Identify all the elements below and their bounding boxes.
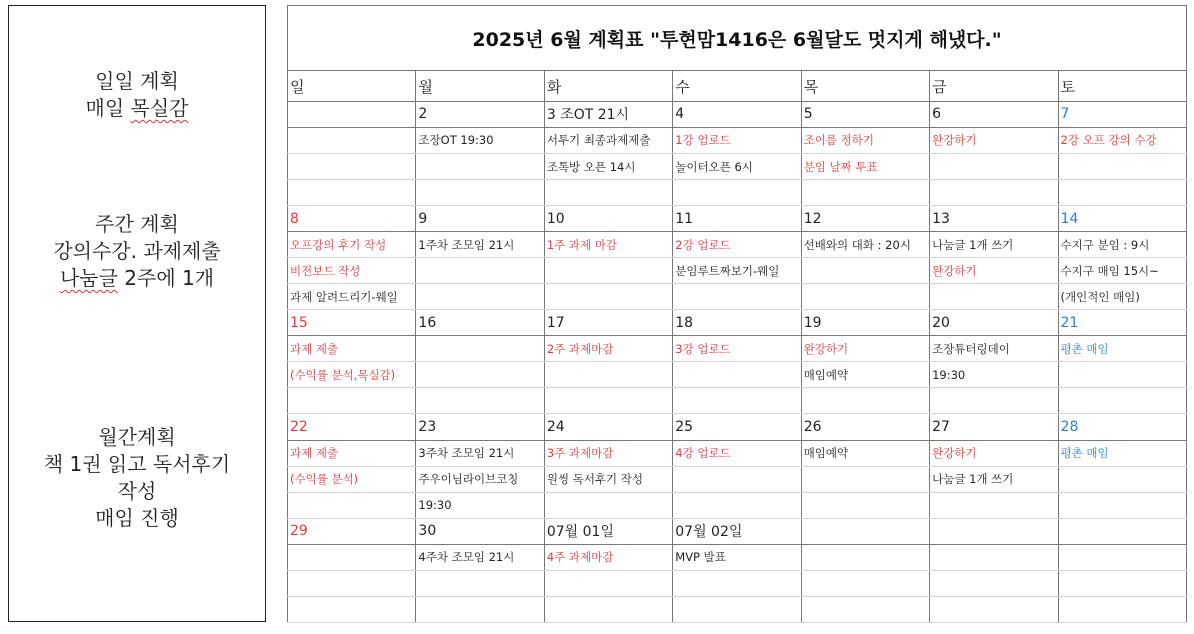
date-cell-sat[interactable]: 28 [1058, 414, 1187, 440]
week-3-event-row [288, 362, 1187, 388]
event-cell-tue[interactable]: 조톡방 오픈 14시 [544, 154, 672, 180]
week-1-event-row [288, 127, 1187, 153]
event-cell-sun[interactable]: 오프강의 후기 작성 [288, 232, 416, 258]
event-cell-thu[interactable] [801, 284, 929, 310]
event-cell-sun[interactable] [288, 492, 416, 518]
event-cell-sun[interactable]: 과제 알려드리기-웨일 [288, 284, 416, 310]
date-cell-wed[interactable]: 25 [673, 414, 801, 440]
event-cell-mon[interactable]: 19:30 [416, 492, 544, 518]
date-cell-sun[interactable] [288, 101, 416, 127]
date-cell-thu[interactable]: 19 [801, 310, 929, 336]
event-cell-mon[interactable] [416, 570, 544, 596]
weekly-plan-detail-2b: 2주에 1개 [117, 266, 215, 290]
event-cell-tue[interactable]: 원씽 독서후기 작성 [544, 466, 672, 492]
week-2-date-row [288, 206, 1187, 232]
date-cell-fri[interactable] [930, 518, 1058, 544]
event-cell-wed[interactable] [673, 596, 801, 622]
event-cell-fri[interactable]: 완강하기 [930, 258, 1058, 284]
date-cell-sat[interactable]: 14 [1058, 206, 1187, 232]
monthly-plan [9, 424, 265, 532]
event-cell-thu[interactable]: 조이름 정하기 [801, 127, 929, 153]
event-cell-mon[interactable] [416, 388, 544, 414]
event-cell-wed[interactable]: 분임루트짜보기-웨일 [673, 258, 801, 284]
weekday-header-thu: 목 [801, 71, 929, 102]
date-cell-tue[interactable]: 17 [544, 310, 672, 336]
week-1-event-row [288, 180, 1187, 206]
event-cell-sun[interactable]: 과제 제출 [288, 336, 416, 362]
event-cell-tue[interactable] [544, 180, 672, 206]
weekday-header-sun: 일 [288, 71, 416, 102]
event-cell-sat[interactable] [1058, 388, 1187, 414]
event-cell-fri[interactable]: 완강하기 [930, 440, 1058, 466]
event-cell-thu[interactable]: 선배와의 대화 : 20시 [801, 232, 929, 258]
date-cell-mon[interactable]: 16 [416, 310, 544, 336]
event-cell-sun[interactable] [288, 544, 416, 570]
week-3-event-row [288, 336, 1187, 362]
date-cell-wed[interactable]: 4 [673, 101, 801, 127]
week-5-event-row [288, 544, 1187, 570]
event-cell-sat[interactable] [1058, 570, 1187, 596]
event-cell-sun[interactable] [288, 388, 416, 414]
event-cell-sat[interactable]: 평촌 매임 [1058, 336, 1187, 362]
weekday-header-row [288, 71, 1187, 102]
date-cell-sun[interactable]: 8 [288, 206, 416, 232]
event-cell-wed[interactable] [673, 362, 801, 388]
event-cell-fri[interactable] [930, 492, 1058, 518]
event-cell-sun[interactable] [288, 154, 416, 180]
event-cell-sun[interactable]: 과제 제출 [288, 440, 416, 466]
event-cell-mon[interactable]: 3주차 조모임 21시 [416, 440, 544, 466]
week-5-date-row [288, 518, 1187, 544]
weekly-plan-detail-1: 강의수강. 과제제출 [53, 239, 221, 263]
event-cell-sat[interactable] [1058, 492, 1187, 518]
event-cell-sat[interactable] [1058, 466, 1187, 492]
event-cell-wed[interactable]: 놀이터오픈 6시 [673, 154, 801, 180]
event-cell-thu[interactable] [801, 492, 929, 518]
event-cell-mon[interactable] [416, 154, 544, 180]
weekday-header-mon: 월 [416, 71, 544, 102]
calendar-title-row [288, 6, 1187, 71]
weekday-header-tue: 화 [544, 71, 672, 102]
week-4-event-row [288, 492, 1187, 518]
event-cell-mon[interactable] [416, 284, 544, 310]
date-cell-tue[interactable]: 24 [544, 414, 672, 440]
event-cell-wed[interactable] [673, 492, 801, 518]
week-2-event-row [288, 232, 1187, 258]
event-cell-sat[interactable] [1058, 596, 1187, 622]
event-cell-sun[interactable] [288, 180, 416, 206]
weekly-plan-title: 주간 계획 [95, 212, 179, 236]
event-cell-mon[interactable] [416, 180, 544, 206]
event-cell-mon[interactable]: 주우이님라이브코칭 [416, 466, 544, 492]
date-cell-sun[interactable]: 15 [288, 310, 416, 336]
event-cell-thu[interactable]: 매임예약 [801, 362, 929, 388]
weekday-header-wed: 수 [673, 71, 801, 102]
event-cell-sat[interactable] [1058, 180, 1187, 206]
event-cell-sat[interactable]: 2강 오프 강의 수강 [1058, 127, 1187, 153]
event-cell-tue[interactable]: 4주 과제마감 [544, 544, 672, 570]
date-cell-fri[interactable]: 27 [930, 414, 1058, 440]
event-cell-tue[interactable]: 서투기 최종과제제출 [544, 127, 672, 153]
date-cell-mon[interactable]: 23 [416, 414, 544, 440]
date-cell-wed[interactable]: 18 [673, 310, 801, 336]
event-cell-mon[interactable] [416, 362, 544, 388]
date-cell-sat[interactable]: 21 [1058, 310, 1187, 336]
weekday-header-sat: 토 [1058, 71, 1187, 102]
event-cell-tue[interactable]: 3주 과제마감 [544, 440, 672, 466]
event-cell-thu[interactable] [801, 570, 929, 596]
event-cell-wed[interactable] [673, 466, 801, 492]
daily-plan-detail-b: 목실감 [130, 96, 189, 120]
monthly-plan-detail-1: 책 1권 읽고 독서후기 [43, 452, 231, 476]
event-cell-thu[interactable]: 분임 날짜 투표 [801, 154, 929, 180]
event-cell-mon[interactable]: 조장OT 19:30 [416, 127, 544, 153]
date-cell-mon[interactable]: 9 [416, 206, 544, 232]
event-cell-sun[interactable]: (수익률 분석,목실감) [288, 362, 416, 388]
date-cell-tue[interactable]: 07월 01일 [544, 518, 672, 544]
event-cell-sat[interactable] [1058, 544, 1187, 570]
event-cell-sun[interactable]: 비전보드 작성 [288, 258, 416, 284]
monthly-plan-detail-2: 작성 [117, 479, 157, 503]
date-cell-wed[interactable]: 11 [673, 206, 801, 232]
date-cell-fri[interactable]: 13 [930, 206, 1058, 232]
week-3-date-row [288, 310, 1187, 336]
event-cell-sat[interactable]: 수지구 분임 : 9시 [1058, 232, 1187, 258]
event-cell-sun[interactable] [288, 596, 416, 622]
date-cell-mon[interactable]: 30 [416, 518, 544, 544]
event-cell-sat[interactable]: 수지구 매임 15시~ [1058, 258, 1187, 284]
event-cell-wed[interactable]: 1강 업로드 [673, 127, 801, 153]
week-2-event-row [288, 284, 1187, 310]
date-cell-thu[interactable] [801, 518, 929, 544]
event-cell-sat[interactable] [1058, 154, 1187, 180]
monthly-calendar [287, 5, 1187, 623]
event-cell-wed[interactable]: 3강 업로드 [673, 336, 801, 362]
daily-plan-detail-a: 매일 [85, 96, 131, 120]
week-1-event-row [288, 154, 1187, 180]
event-cell-thu[interactable] [801, 180, 929, 206]
date-cell-sat[interactable]: 7 [1058, 101, 1187, 127]
event-cell-thu[interactable] [801, 466, 929, 492]
event-cell-fri[interactable] [930, 570, 1058, 596]
daily-plan-title: 일일 계획 [95, 69, 179, 93]
date-cell-sun[interactable]: 29 [288, 518, 416, 544]
event-cell-sun[interactable]: (수익률 분석) [288, 466, 416, 492]
week-4-date-row [288, 414, 1187, 440]
event-cell-thu[interactable]: 매임예약 [801, 440, 929, 466]
event-cell-wed[interactable]: 2강 업로드 [673, 232, 801, 258]
event-cell-fri[interactable]: 나눔글 1개 쓰기 [930, 232, 1058, 258]
event-cell-thu[interactable] [801, 544, 929, 570]
weekly-plan [9, 211, 265, 292]
weekday-header-fri: 금 [930, 71, 1058, 102]
event-cell-thu[interactable] [801, 388, 929, 414]
event-cell-fri[interactable]: 19:30 [930, 362, 1058, 388]
event-cell-fri[interactable] [930, 284, 1058, 310]
event-cell-fri[interactable] [930, 596, 1058, 622]
week-3-event-row [288, 388, 1187, 414]
event-cell-thu[interactable] [801, 596, 929, 622]
event-cell-mon[interactable] [416, 596, 544, 622]
daily-plan-detail [9, 95, 265, 122]
daily-plan [9, 68, 265, 122]
event-cell-tue[interactable] [544, 570, 672, 596]
event-cell-tue[interactable] [544, 258, 672, 284]
event-cell-wed[interactable] [673, 388, 801, 414]
event-cell-wed[interactable]: 4강 업로드 [673, 440, 801, 466]
date-cell-fri[interactable]: 20 [930, 310, 1058, 336]
week-1-date-row [288, 101, 1187, 127]
date-cell-tue[interactable]: 3 조OT 21시 [544, 101, 672, 127]
event-cell-tue[interactable] [544, 492, 672, 518]
event-cell-tue[interactable]: 1주 과제 마감 [544, 232, 672, 258]
event-cell-fri[interactable] [930, 388, 1058, 414]
event-cell-sat[interactable] [1058, 362, 1187, 388]
weekly-plan-detail-2a: 나눔글 [59, 266, 118, 290]
week-5-event-row [288, 596, 1187, 622]
event-cell-mon[interactable]: 4주차 조모임 21시 [416, 544, 544, 570]
date-cell-thu[interactable]: 5 [801, 101, 929, 127]
monthly-plan-title: 월간계획 [98, 425, 176, 449]
weekly-plan-detail-2 [9, 265, 265, 292]
date-cell-tue[interactable]: 10 [544, 206, 672, 232]
event-cell-mon[interactable]: 1주차 조모임 21시 [416, 232, 544, 258]
week-2-event-row [288, 258, 1187, 284]
event-cell-wed[interactable] [673, 284, 801, 310]
week-4-event-row [288, 440, 1187, 466]
event-cell-mon[interactable] [416, 258, 544, 284]
event-cell-fri[interactable] [930, 154, 1058, 180]
event-cell-fri[interactable]: 완강하기 [930, 127, 1058, 153]
event-cell-sun[interactable] [288, 570, 416, 596]
event-cell-sun[interactable] [288, 127, 416, 153]
date-cell-thu[interactable]: 12 [801, 206, 929, 232]
date-cell-fri[interactable]: 6 [930, 101, 1058, 127]
event-cell-tue[interactable] [544, 284, 672, 310]
event-cell-tue[interactable]: 2주 과제마감 [544, 336, 672, 362]
event-cell-wed[interactable] [673, 570, 801, 596]
plan-summary-panel [8, 5, 266, 622]
monthly-plan-detail-3: 매임 진행 [95, 506, 179, 530]
event-cell-fri[interactable] [930, 544, 1058, 570]
event-cell-thu[interactable] [801, 258, 929, 284]
event-cell-wed[interactable] [673, 180, 801, 206]
date-cell-thu[interactable]: 26 [801, 414, 929, 440]
date-cell-sat[interactable] [1058, 518, 1187, 544]
date-cell-sun[interactable]: 22 [288, 414, 416, 440]
event-cell-mon[interactable] [416, 336, 544, 362]
event-cell-tue[interactable] [544, 362, 672, 388]
week-4-event-row [288, 466, 1187, 492]
event-cell-fri[interactable]: 조장튜터링데이 [930, 336, 1058, 362]
event-cell-tue[interactable] [544, 596, 672, 622]
date-cell-mon[interactable]: 2 [416, 101, 544, 127]
date-cell-wed[interactable]: 07월 02일 [673, 518, 801, 544]
event-cell-tue[interactable] [544, 388, 672, 414]
event-cell-fri[interactable] [930, 180, 1058, 206]
event-cell-fri[interactable]: 나눔글 1개 쓰기 [930, 466, 1058, 492]
event-cell-thu[interactable]: 완강하기 [801, 336, 929, 362]
calendar-title: 2025년 6월 계획표 "투현맘1416은 6월달도 멋지게 해냈다." [288, 6, 1187, 71]
event-cell-sat[interactable]: (개인적인 매임) [1058, 284, 1187, 310]
event-cell-wed[interactable]: MVP 발표 [673, 544, 801, 570]
event-cell-sat[interactable]: 평촌 매임 [1058, 440, 1187, 466]
week-5-event-row [288, 570, 1187, 596]
